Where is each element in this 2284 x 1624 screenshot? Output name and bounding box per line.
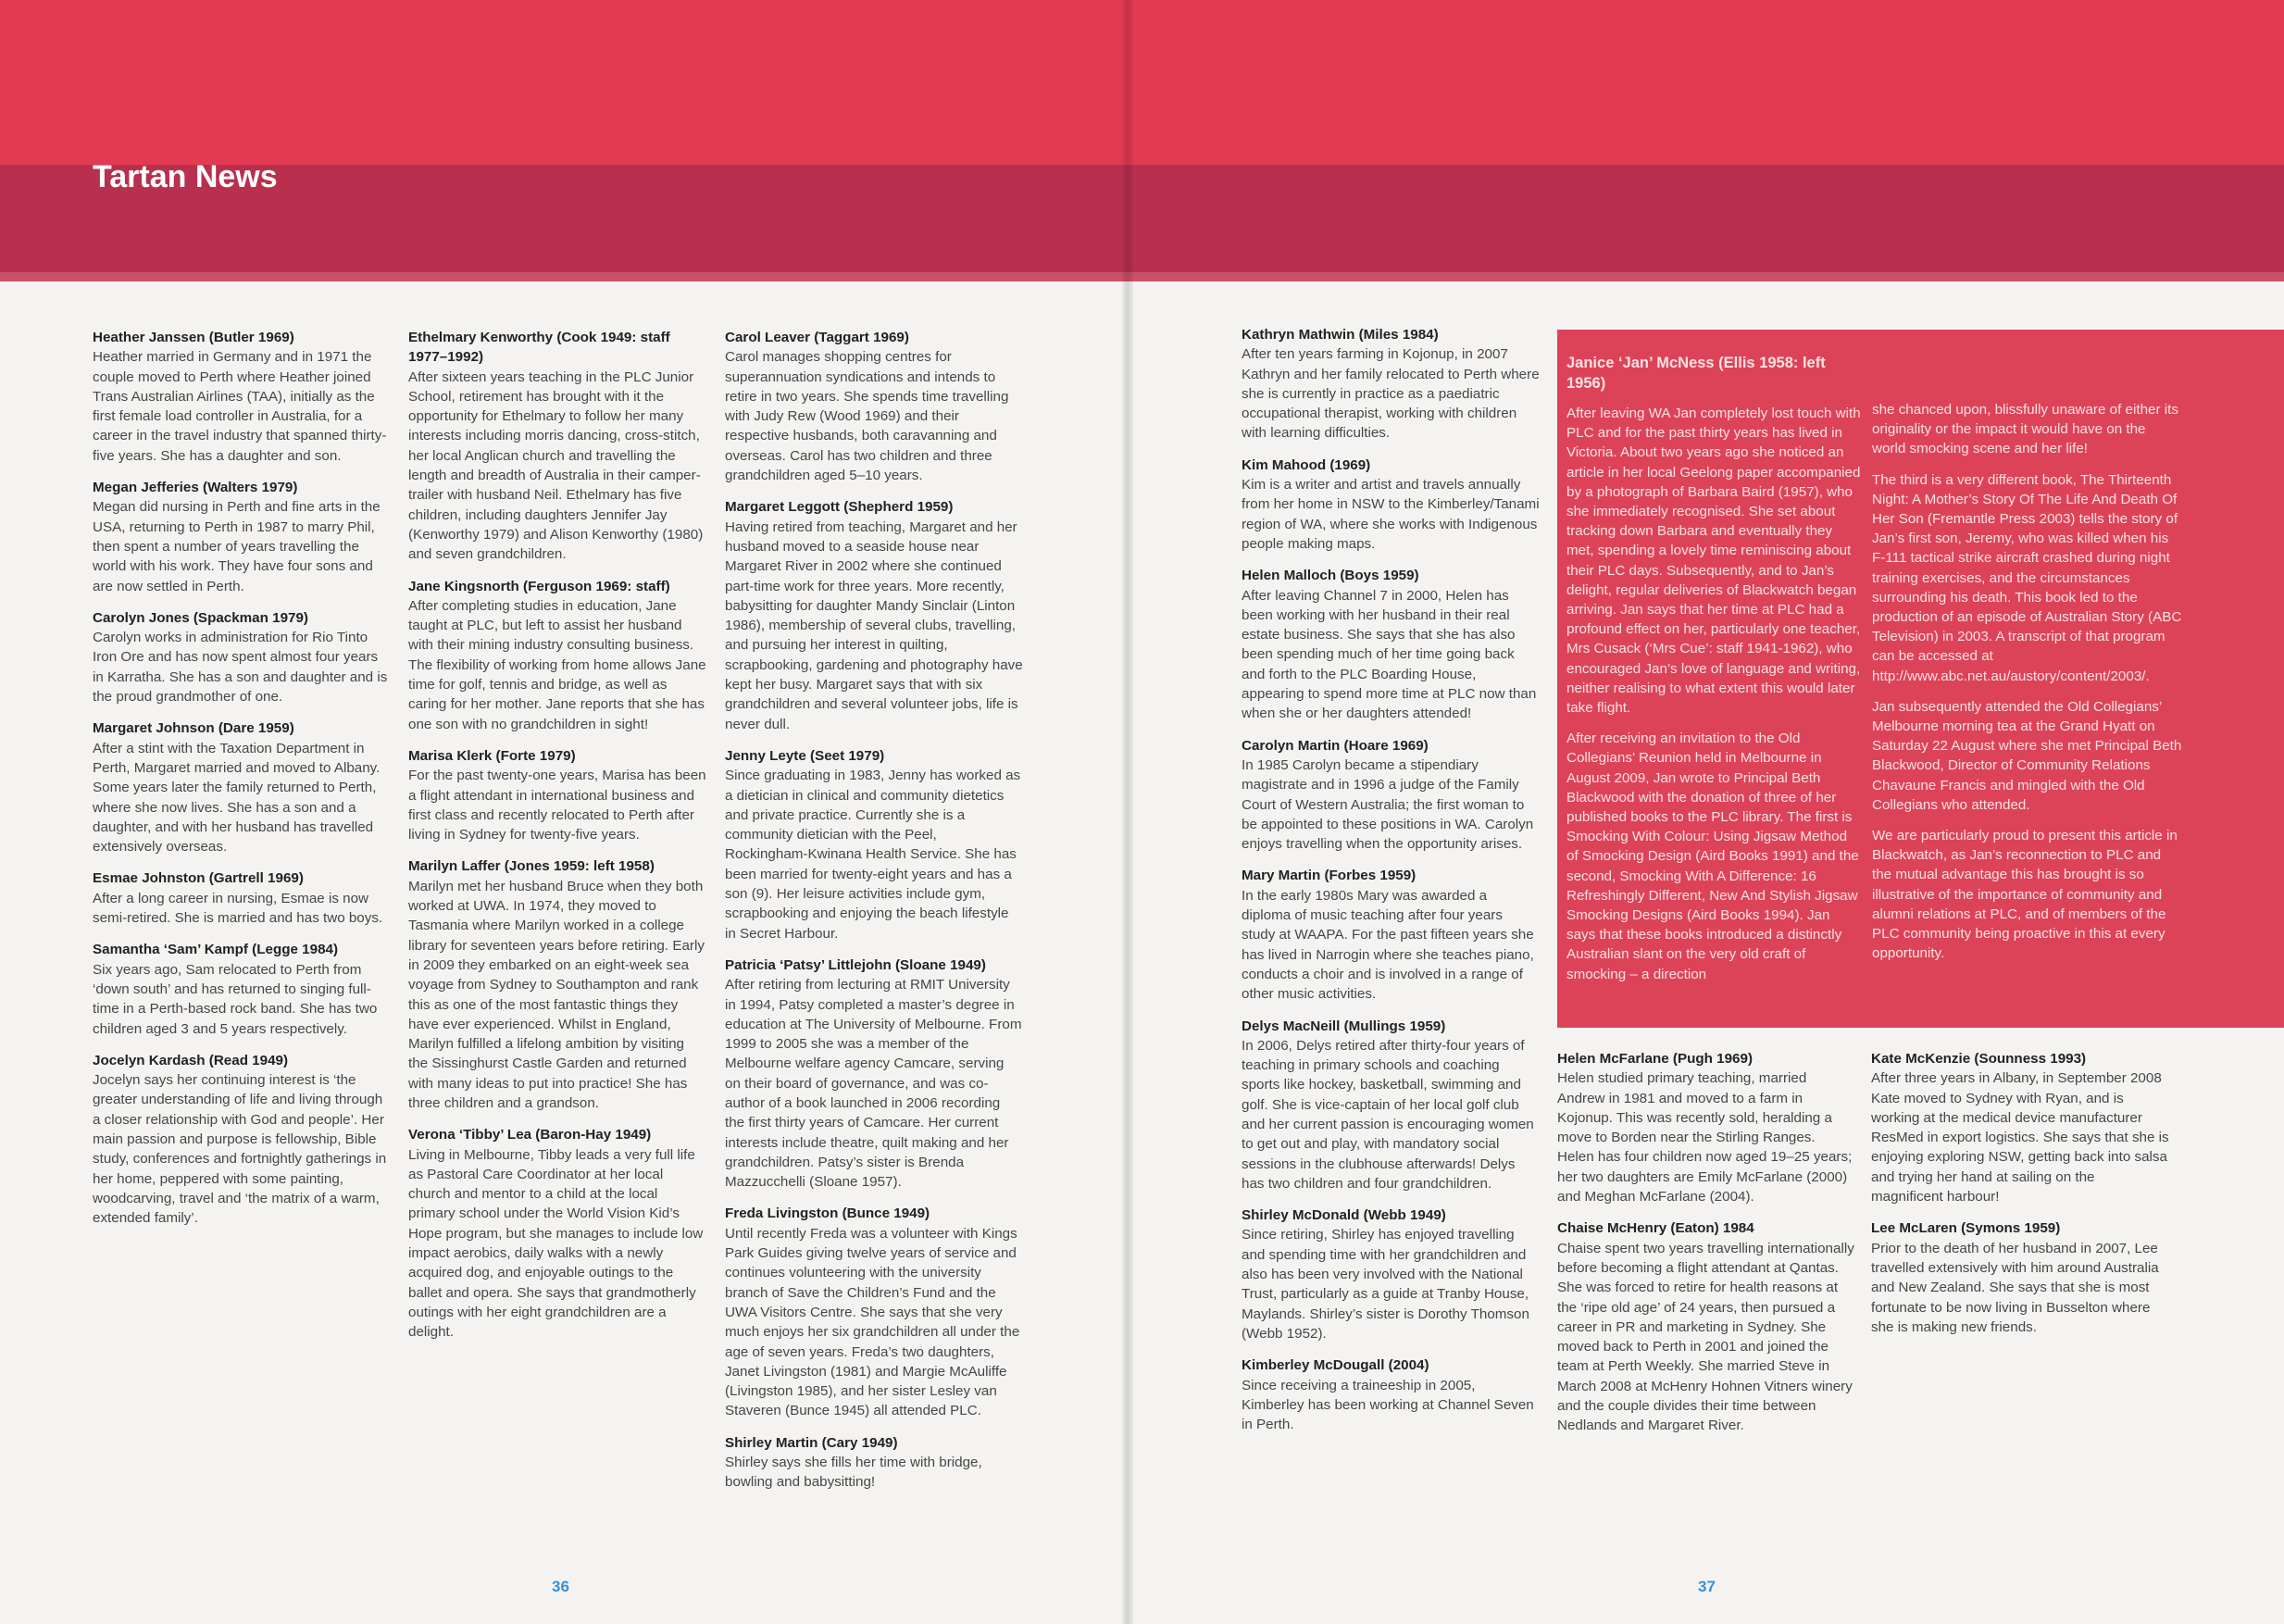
feature-column-2 (1872, 400, 2182, 974)
alumni-name: Kathryn Mathwin (Miles 1984) (1242, 327, 1439, 343)
alumni-news-text: For the past twenty-one years, Marisa has been a flight attendant in international business and first class and recently relocated to Perth after living in Sydney for twenty-five years. (408, 768, 706, 843)
alumni-name: Verona ‘Tibby’ Lea (Baron-Hay 1949) (408, 1127, 652, 1143)
alumni-news-text: After leaving Channel 7 in 2000, Helen has been working with her husband in their real estate business. She says that she has also been spending much of her time going back and forth to the PLC Boarding House, appearing to spend more time at PLC now than when she or her daughters attended! (1242, 587, 1537, 722)
alumni-name: Megan Jefferies (Walters 1979) (93, 480, 298, 496)
alumni-entry (93, 478, 391, 596)
alumni-news-text: Carolyn works in administration for Rio Tinto Iron Ore and has now spent almost four years in Karratha. She has a son and daughter and is the proud grandmother of one. (93, 630, 388, 706)
alumni-name: Jenny Leyte (Seet 1979) (725, 747, 885, 764)
alumni-news-text: Prior to the death of her husband in 2007, Lee travelled extensively with him around Australia and New Zealand. She says that she is most fortunate to be now living in Busselton where she is making new friends. (1871, 1240, 2159, 1335)
feature-paragraph: After receiving an invitation to the Old Collegians’ Reunion held in Melbourne in August 2009, Jan wrote to Principal Beth Blackwood with the donation of three of her published books to the PLC library. The first is Smocking With Colour: Using Jigsaw Method of Smocking Design (Aird Books 1991) and the second, Smocking With A Difference: 16 Refreshingly Different, New And Stylish Jigsaw Smocking Designs (Aird Books 1994). Jan says that these books introduced a distinctly Australian slant on the very old craft of smocking – a direction (1566, 731, 1859, 982)
alumni-entry (1242, 1355, 1540, 1434)
alumni-name: Kate McKenzie (Sounness 1993) (1871, 1051, 2087, 1067)
alumni-news-text: Having retired from teaching, Margaret and her husband moved to a seaside house near Margaret River in 2002 where she continued part-time work for three years. More recently, babysitting for daughter Mandy Sinclair (Linton 1986), membership of several clubs, travelling, and pursuing her interest in quilting, scrapbooking, gardening and photography have kept her busy. Margaret says that with six grandchildren and several volunteer jobs, life is never dull. (725, 518, 1023, 732)
alumni-entry (725, 497, 1023, 734)
header-band-edge (0, 272, 2284, 281)
alumni-entry (93, 718, 391, 856)
alumni-news-text: Jocelyn says her continuing interest is ‘the greater understanding of life and living through a closer relationship with God and people’. Her main passion and purpose is fellowship, Bible study, conferences and fortnightly gatherings in her home, peppered with some painting, woodcarving, travel and ‘the matrix of a warm, extended family’. (93, 1072, 387, 1227)
alumni-news-text: Since retiring, Shirley has enjoyed travelling and spending time with her grandchildren and also has been very involved with the National Trust, particularly as a guide at Tranby House, Maylands. Shirley’s sister is Dorothy Thomson (Webb 1952). (1242, 1227, 1529, 1342)
alumni-news-text: Living in Melbourne, Tibby leads a very full life as Pastoral Care Coordinator at her local church and mentor to a child at the local primary school under the World Vision Kid’s Hope program, but she manages to include low impact aerobics, daily walks with a newly acquired dog, and enjoyable outings to the ballet and opera. She says that grandmotherly outings with her eight grandchildren are a delight. (408, 1146, 704, 1341)
alumni-entry (93, 940, 391, 1038)
alumni-name: Chaise McHenry (Eaton) 1984 (1557, 1220, 1754, 1237)
alumni-news-text: In 2006, Delys retired after thirty-four years of teaching in primary schools and coaching sports like hockey, basketball, swimming and golf. She is vice-captain of her local golf club and her current passion is encouraging women to get out and play, with mandatory social sessions in the clubhouse afterwards! Delys has two children and four grandchildren. (1242, 1037, 1534, 1192)
column-3 (725, 328, 1023, 1505)
alumni-news-text: After a long career in nursing, Esmae is now semi-retired. She is married and has two boys. (93, 890, 383, 927)
alumni-news-text: Kim is a writer and artist and travels annually from her home in NSW to the Kimberley/Tanami region of WA, where she works with Indigenous people making maps. (1242, 477, 1540, 552)
alumni-name: Carolyn Jones (Spackman 1979) (93, 609, 308, 626)
alumni-name: Delys MacNeill (Mullings 1959) (1242, 1018, 1446, 1034)
feature-paragraph: We are particularly proud to present this article in Blackwatch, as Jan’s reconnection to PLC and the mutual advantage this has brought is so illustrative of the importance of community and alumni relations at PLC, and of members of the PLC community being proactive in this at every opportunity. (1872, 828, 2178, 962)
alumni-news-text: Helen studied primary teaching, married Andrew in 1981 and moved to a farm in Kojonup. This was recently sold, heralding a move to Borden near the Stirling Ranges. Helen has four children now aged 19–25 years; her two daughters are Emily McFarlane (2000) and Meghan McFarlane (2004). (1557, 1070, 1853, 1206)
feature-paragraph: The third is a very different book, The Thirteenth Night: A Mother’s Story Of The Life And Death Of Her Son (Fremantle Press 2003) tells the story of Jan’s first son, Jeremy, who was killed when his F-111 tactical strike aircraft crashed during night training exercises, and the circumstances surrounding his death. This book led to the production of an episode of Australian Story (ABC Television) in 2003. A transcript of that program can be accessed at http://www.abc.net.au/austory/content/2003/. (1872, 471, 2182, 684)
alumni-name: Marilyn Laffer (Jones 1959: left 1958) (408, 858, 655, 875)
alumni-name: Kim Mahood (1969) (1242, 456, 1371, 473)
alumni-news-text: Heather married in Germany and in 1971 the couple moved to Perth where Heather joined Trans Australian Airlines (TAA), initially as the first female load controller in Australia, for a career in the travel industry that spanned thirty-five years. She has a daughter and son. (93, 349, 387, 464)
alumni-name: Margaret Johnson (Dare 1959) (93, 720, 294, 737)
alumni-entry (1871, 1049, 2169, 1206)
alumni-entry (725, 1433, 1023, 1493)
page-gutter (1122, 0, 1133, 1624)
header-title-band (0, 165, 2284, 272)
alumni-news-text: In the early 1980s Mary was awarded a diploma of music teaching after four years study at WAAPA. For the past fifteen years she has lived in Narrogin where she teaches piano, conducts a choir and is involved in a range of other music activities. (1242, 887, 1534, 1003)
feature-paragraph: After leaving WA Jan completely lost touch with PLC and for the past thirty years has lived in Victoria. About two years ago she noticed an article in her local Geelong paper accompanied by a photograph of Barbara Baird (1957), who she immediately recognised. She set about tracking down Barbara and eventually they met, spending a lovely time reminiscing about their PLC days. Subsequently, and to Jan’s delight, regular deliveries of Blackwatch began arriving. Jan says that her time at PLC had a profound effect on her, particularly one teacher, Mrs Cusack (‘Mrs Cue’: staff 1941-1962), who encouraged Jan’s love of language and writing, neither realising to what extent this would later take flight. (1566, 406, 1861, 717)
alumni-news-text: After retiring from lecturing at RMIT University in 1994, Patsy completed a master’s degree in education at The University of Melbourne. From 1999 to 2005 she was a member of the Melbourne welfare agency Camcare, serving on their board of governance, and was co-author of a book launched in 2006 recording the first thirty years of Camcare. Her current interests include theatre, quilt making and her grandchildren. Patsy’s sister is Brenda Mazzucchelli (Sloane 1957). (725, 977, 1022, 1191)
alumni-name: Margaret Leggott (Shepherd 1959) (725, 499, 954, 516)
alumni-name: Samantha ‘Sam’ Kampf (Legge 1984) (93, 942, 339, 958)
feature-paragraph: Jan subsequently attended the Old Collegians’ Melbourne morning tea at the Grand Hyatt on Saturday 22 August where she met Principal Beth Blackwood, Director of Community Relations Chavaune Francis and mingled with the Old Collegians who attended. (1872, 698, 2182, 813)
column-5 (1557, 1049, 1855, 1448)
alumni-news-text: After three years in Albany, in September 2008 Kate moved to Sydney with Ryan, and is working at the medical device manufacturer ResMed in export logistics. She says that she is enjoying exploring NSW, getting back into salsa and trying her hand at sailing on the magnificent harbour! (1871, 1070, 2169, 1206)
header-band (0, 0, 2284, 165)
alumni-news-text: Since receiving a traineeship in 2005, Kimberley has been working at Channel Seven in Perth. (1242, 1377, 1534, 1433)
alumni-entry (1242, 866, 1540, 1004)
alumni-entry (725, 1204, 1023, 1420)
feature-column-1 (1566, 404, 1861, 995)
column-2 (408, 328, 706, 1355)
column-1 (93, 328, 391, 1240)
alumni-news-text: In 1985 Carolyn became a stipendiary magistrate and in 1996 a judge of the Family Court of Western Australia; the first woman to be appointed to these positions in WA. Carolyn enjoys travelling when the opportunity arises. (1242, 756, 1534, 853)
alumni-entry (725, 956, 1023, 1193)
alumni-name: Kimberley McDougall (2004) (1242, 1357, 1429, 1374)
column-4 (1242, 325, 1540, 1446)
alumni-news-text: Marilyn met her husband Bruce when they both worked at UWA. In 1974, they moved to Tasmania where Marilyn worked in a college library for seventeen years before retiring. Early in 2009 they embarked on an eight-week sea voyage from Sydney to Southampton and rank this as one of the most fantastic things they have ever experienced. Whilst in England, Marilyn fulfilled a lifelong ambition by visiting the Sissinghurst Castle Garden and returned with many ideas to put into practice! She has three children and a grandson. (408, 878, 705, 1111)
alumni-entry (1871, 1218, 2169, 1337)
alumni-entry (725, 328, 1023, 485)
alumni-entry (1557, 1049, 1855, 1206)
alumni-entry (408, 856, 706, 1113)
alumni-name: Freda Livingston (Bunce 1949) (725, 1206, 930, 1222)
alumni-entry (408, 328, 706, 565)
alumni-name: Helen McFarlane (Pugh 1969) (1557, 1051, 1754, 1067)
alumni-news-text: Since graduating in 1983, Jenny has worked as a dietician in clinical and community dietetics and private practice. Currently she is a community dietician with the Peel, Rockingham-Kwinana Health Service. She has been married for twenty-eight years and has a son (9). Her leisure activities include gym, scrapbooking and enjoying the beach lifestyle in Secret Harbour. (725, 768, 1021, 942)
alumni-news-text: After ten years farming in Kojonup, in 2007 Kathryn and her family relocated to Perth where she is currently in practice as a paediatric occupational therapist, working with children with learning difficulties. (1242, 346, 1540, 442)
alumni-news-text: After completing studies in education, Jane taught at PLC, but left to assist her husband with their mining industry consulting business. The flexibility of working from home allows Jane time for golf, tennis and bridge, as well as caring for her mother. Jane reports that she has one son with no grandchildren in sight! (408, 597, 706, 732)
alumni-entry (1242, 325, 1540, 443)
alumni-news-text: Shirley says she fills her time with bridge, bowling and babysitting! (725, 1455, 982, 1491)
alumni-name: Mary Martin (Forbes 1959) (1242, 868, 1417, 884)
alumni-name: Jocelyn Kardash (Read 1949) (93, 1052, 289, 1068)
alumni-news-text: After a stint with the Taxation Department in Perth, Margaret married and moved to Albany. Some years later the family returned to Perth, where she now lives. She has a son and a daughter, and with her husband has travelled extensively overseas. (93, 740, 381, 856)
alumni-name: Helen Malloch (Boys 1959) (1242, 568, 1419, 584)
alumni-entry (725, 746, 1023, 943)
alumni-news-text: Until recently Freda was a volunteer with Kings Park Guides giving twelve years of service and continues volunteering with the university branch of Save the Children’s Fund and the UWA Visitors Centre. She says that she very much enjoys her six grandchildren all under the age of seven years. Freda’s two daughters, Janet Livingston (1981) and Margie McAuliffe (Livingston 1985), and her sister Lesley van Staveren (Bunce 1945) all attended PLC. (725, 1225, 1020, 1419)
alumni-name: Heather Janssen (Butler 1969) (93, 330, 294, 345)
feature-title: Janice ‘Jan’ McNess (Ellis 1958: left 1956) (1566, 355, 1826, 392)
alumni-entry (408, 746, 706, 844)
alumni-entry (408, 577, 706, 734)
section-title: Tartan News (93, 159, 278, 194)
alumni-entry (408, 1125, 706, 1342)
alumni-name: Shirley Martin (Cary 1949) (725, 1434, 898, 1451)
alumni-news-text: Chaise spent two years travelling internationally before becoming a flight attendant at Qantas. She was forced to retire for health reasons at the ‘ripe old age’ of 24 years, then pursued a career in PR and marketing in Sydney. She moved back to Perth in 2001 and joined the team at Perth Weekly. She married Steve in March 2008 at McHenry Hohnen Vitners winery and the couple divides their time between Nedlands and Margaret River. (1557, 1240, 1854, 1434)
alumni-entry (1557, 1218, 1855, 1435)
feature-paragraph: she chanced upon, blissfully unaware of either its originality or the impact it would have on the world smocking scene and her life! (1872, 402, 2178, 457)
alumni-entry (1242, 1206, 1540, 1343)
alumni-name: Marisa Klerk (Forte 1979) (408, 747, 576, 764)
page-number-left: 36 (552, 1578, 569, 1595)
alumni-news-text: After sixteen years teaching in the PLC Junior School, retirement has brought with it the opportunity for Ethelmary to follow her many interests including morris dancing, cross-stitch, her local Anglican church and travelling the length and breadth of Australia in their camper-trailer with husband Neil. Ethelmary has five children, including daughters Jennifer Jay (Kenworthy 1979) and Alison Kenworthy (1980) and seven grandchildren. (408, 369, 704, 563)
alumni-entry (93, 1051, 391, 1229)
alumni-entry (1242, 1017, 1540, 1194)
alumni-entry (93, 328, 391, 466)
alumni-entry (93, 868, 391, 928)
alumni-name: Lee McLaren (Symons 1959) (1871, 1220, 2061, 1237)
alumni-entry (93, 608, 391, 706)
page-number-right: 37 (1698, 1578, 1716, 1595)
alumni-news-text: Six years ago, Sam relocated to Perth from ‘down south’ and has returned to singing full-time in a Perth-based rock band. She has two children aged 3 and 5 years respectively. (93, 961, 378, 1037)
alumni-entry (1242, 456, 1540, 554)
column-6 (1871, 1049, 2169, 1349)
alumni-name: Esmae Johnston (Gartrell 1969) (93, 870, 304, 887)
alumni-name: Carol Leaver (Taggart 1969) (725, 330, 909, 345)
alumni-name: Jane Kingsnorth (Ferguson 1969: staff) (408, 578, 670, 594)
alumni-news-text: Megan did nursing in Perth and fine arts in the USA, returning to Perth in 1987 to marry Phil, then spent a number of years travelling the world with his work. They have four sons and are now settled in Perth. (93, 499, 381, 594)
alumni-name: Patricia ‘Patsy’ Littlejohn (Sloane 1949) (725, 956, 986, 973)
alumni-entry (1242, 736, 1540, 855)
alumni-name: Carolyn Martin (Hoare 1969) (1242, 737, 1429, 754)
alumni-entry (1242, 566, 1540, 723)
alumni-name: Shirley McDonald (Webb 1949) (1242, 1207, 1446, 1224)
alumni-news-text: Carol manages shopping centres for superannuation syndications and intends to retire in two years. She spends time travelling with Judy Rew (Wood 1969) and their respective husbands, both caravanning and overseas. Carol has two children and three grandchildren aged 5–10 years. (725, 349, 1009, 484)
alumni-name: Ethelmary Kenworthy (Cook 1949: staff 1977–1992) (408, 330, 670, 366)
